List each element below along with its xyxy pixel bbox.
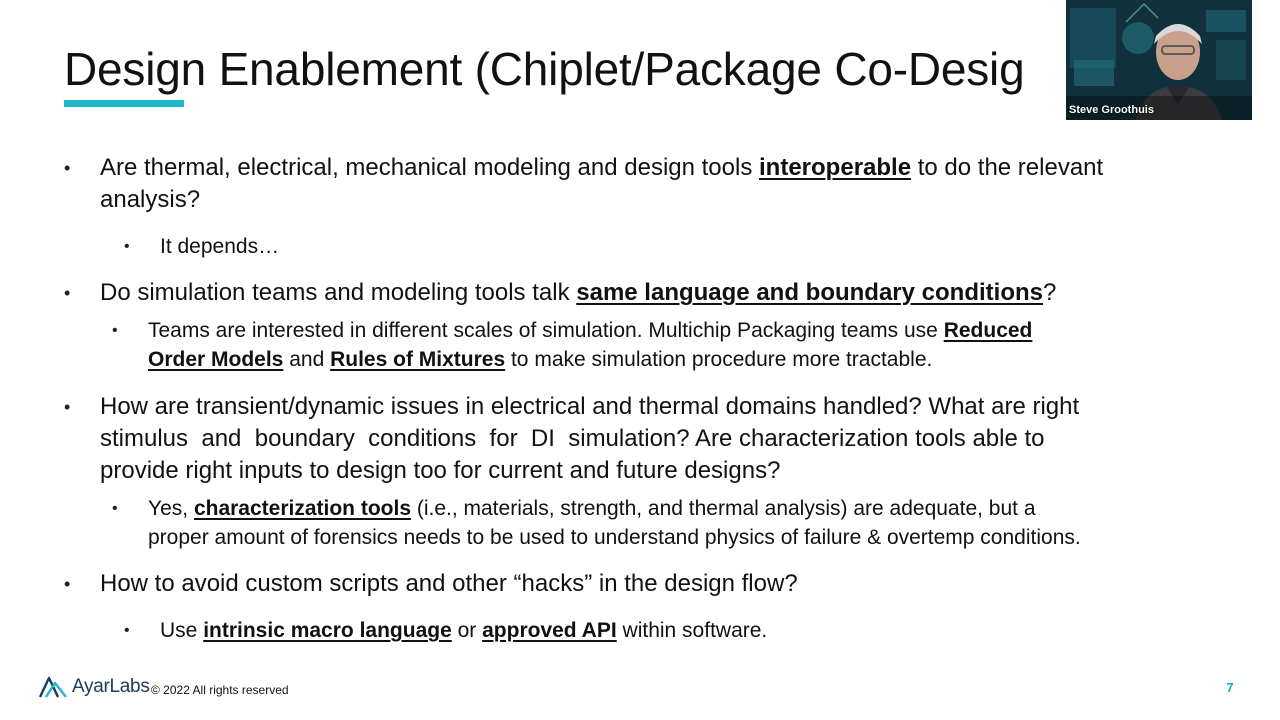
participant-name: Steve Groothuis: [1069, 104, 1154, 116]
sub-bullet-marker: •: [112, 500, 118, 517]
bullet-1-text: Are thermal, electrical, mechanical modeling and design tools: [100, 154, 760, 181]
bullet-1: [100, 152, 1103, 184]
sub-bullet-3-end: (i.e., materials, strength, and thermal analysis) are adequate, but a: [411, 497, 1036, 520]
bullet-3-line-3: provide right inputs to design too for current and future designs?: [100, 457, 781, 484]
sub-bullet-3-text: Yes,: [148, 497, 194, 520]
sub-bullet-4-emphasis-2: approved API: [482, 619, 617, 642]
sub-bullet-4-text: Use: [160, 619, 204, 642]
bullet-marker: •: [64, 283, 71, 303]
sub-bullet-1: It depends…: [160, 235, 280, 258]
bullet-marker: •: [64, 158, 71, 178]
sub-bullet-3-emphasis: characterization tools: [193, 497, 411, 520]
title-accent-bar: [64, 100, 184, 107]
page-number: 7: [1226, 680, 1234, 695]
bullet-1-text-end: to do the relevant: [911, 154, 1104, 181]
sub-bullet-4: [160, 616, 767, 645]
sub-bullet-4-emphasis-1: intrinsic macro language: [203, 619, 452, 642]
sub-bullet-marker: •: [124, 622, 130, 639]
sub-bullet-2-emphasis-2: Rules of Mixtures: [330, 348, 506, 371]
copyright-text: © 2022 All rights reserved: [151, 683, 289, 697]
bullet-marker: •: [64, 397, 71, 417]
sub-bullet-3: [148, 494, 1036, 523]
bullet-marker: •: [64, 574, 71, 594]
sub-bullet-2-mid: and: [283, 348, 331, 371]
sub-bullet-4-end: within software.: [616, 619, 768, 642]
bullet-1-line-2: analysis?: [100, 186, 201, 213]
bullet-4: How to avoid custom scripts and other “hacks” in the design flow?: [100, 570, 798, 597]
sub-bullet-2: [148, 316, 1032, 345]
bullet-2-text-end: ?: [1042, 279, 1057, 306]
bullet-3-line-2: stimulus and boundary conditions for DI simulation? Are characterization tools able to: [100, 425, 1045, 452]
participant-video-tile[interactable]: [1066, 0, 1252, 120]
bullet-2: [100, 277, 1056, 309]
bullet-3-line-1: How are transient/dynamic issues in electrical and thermal domains handled? What are right: [100, 393, 1080, 420]
sub-bullet-2-text: Teams are interested in different scales of simulation. Multichip Packaging teams use: [148, 319, 944, 342]
sub-bullet-2-emphasis-1b: Order Models: [148, 348, 284, 371]
sub-bullet-2-line-2: [148, 345, 932, 374]
bullet-2-emphasis: same language and boundary conditions: [576, 279, 1043, 306]
sub-bullet-marker: •: [112, 322, 118, 339]
brand-name: AyarLabs: [72, 676, 150, 697]
footer-logo: [38, 674, 150, 700]
bullet-2-text: Do simulation teams and modeling tools talk: [100, 279, 577, 306]
sub-bullet-2-end: to make simulation procedure more tractable.: [505, 348, 933, 371]
sub-bullet-4-mid: or: [451, 619, 483, 642]
sub-bullet-marker: •: [124, 238, 130, 255]
bullet-1-emphasis: interoperable: [759, 154, 912, 181]
slide-title: Design Enablement (Chiplet/Package Co-Desig: [64, 43, 1025, 95]
participant-video-frame: [1066, 0, 1252, 120]
sub-bullet-3-line-2: proper amount of forensics needs to be used to understand physics of failure & overtemp conditions.: [148, 526, 1081, 549]
ayar-labs-logo-icon: [38, 675, 68, 699]
sub-bullet-2-emphasis-1: Reduced: [943, 319, 1033, 342]
